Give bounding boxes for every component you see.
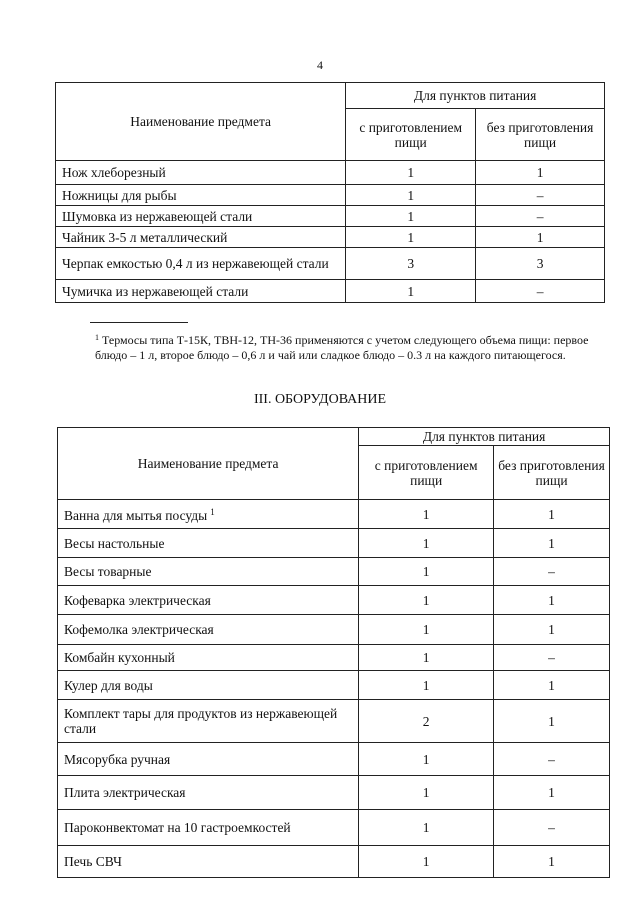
item-name-cell: [58, 700, 359, 743]
without-cooking-qty: 1: [476, 227, 605, 248]
with-cooking-qty: 1: [359, 586, 494, 615]
without-cooking-qty: 1: [476, 161, 605, 185]
equipment-table: [57, 427, 610, 878]
without-cooking-qty: 1: [494, 529, 610, 558]
table-header-row: [56, 83, 605, 109]
item-name-cell: [58, 846, 359, 878]
with-cooking-qty: 1: [359, 558, 494, 586]
without-cooking-qty: 1: [494, 671, 610, 700]
group-column-header: Для пунктов питания: [359, 428, 610, 446]
name-column-header: Наименование предмета: [56, 83, 346, 161]
with-cooking-header: с приготовлением пищи: [346, 109, 476, 161]
table-row: [58, 586, 610, 615]
item-name: Нож хлеборезный: [62, 165, 166, 180]
table-row: [58, 645, 610, 671]
item-name-cell: [58, 558, 359, 586]
item-name: Ножницы для рыбы: [62, 187, 177, 203]
table-row: [56, 248, 605, 280]
name-column-header: Наименование предмета: [58, 428, 359, 500]
without-cooking-qty: 3: [476, 248, 605, 280]
table-row: [58, 529, 610, 558]
table-row: [58, 558, 610, 586]
with-cooking-qty: 1: [346, 227, 476, 248]
item-name-cell: [58, 645, 359, 671]
item-name: Пароконвектомат на 10 гастроемкостей: [64, 820, 291, 835]
table-row: [56, 161, 605, 185]
table-row: [56, 206, 605, 227]
group-column-header: Для пунктов питания: [346, 83, 605, 109]
without-cooking-qty: –: [494, 558, 610, 586]
with-cooking-qty: 1: [359, 529, 494, 558]
footnote-text: Термосы типа Т-15К, ТВН-12, ТН-36 применяются с учетом следующего объема пищи: первое блюдо – 1 л, второе блюдо – 0,6 л и чай или сладкое блюдо – 0.3 л на каждого питающегося.: [95, 333, 589, 362]
item-name-cell: [58, 671, 359, 700]
item-name-cell: [58, 500, 359, 529]
with-cooking-qty: 1: [359, 645, 494, 671]
with-cooking-qty: 1: [359, 846, 494, 878]
without-cooking-qty: 1: [494, 500, 610, 529]
item-name: Ванна для мытья посуды: [64, 508, 208, 523]
table-row: [56, 280, 605, 303]
item-name: Плита электрическая: [64, 785, 186, 800]
without-cooking-qty: 1: [494, 700, 610, 743]
with-cooking-qty: 1: [359, 500, 494, 529]
item-name-cell: [58, 586, 359, 615]
item-name-cell: [58, 615, 359, 645]
table-header-row: [58, 428, 610, 446]
item-name: Шумовка из нержавеющей стали: [62, 208, 253, 224]
table-row: [58, 700, 610, 743]
item-name-cell: [58, 810, 359, 846]
page-number: 4: [317, 58, 323, 72]
item-name: Чумичка из нержавеющей стали: [62, 283, 249, 299]
item-name-cell: [56, 161, 346, 185]
without-cooking-header: без приготовления пищи: [494, 446, 610, 500]
with-cooking-qty: 1: [346, 280, 476, 303]
item-name: Кофемолка электрическая: [64, 622, 214, 637]
with-cooking-qty: 1: [359, 743, 494, 776]
item-name: Кофеварка электрическая: [64, 592, 211, 608]
table-row: [58, 743, 610, 776]
item-name: Мясорубка ручная: [64, 751, 171, 767]
without-cooking-qty: 1: [494, 776, 610, 810]
with-cooking-qty: 1: [346, 206, 476, 227]
table-row: [58, 615, 610, 645]
item-name-cell: [56, 280, 346, 303]
without-cooking-qty: –: [476, 280, 605, 303]
utensils-table: [55, 82, 605, 303]
footnote: [95, 330, 605, 363]
table-row: [58, 776, 610, 810]
footnote-reference: 1: [210, 507, 215, 517]
with-cooking-header: с приготовлением пищи: [359, 446, 494, 500]
with-cooking-qty: 1: [346, 161, 476, 185]
without-cooking-qty: –: [494, 645, 610, 671]
table-row: [56, 185, 605, 206]
with-cooking-qty: 1: [359, 776, 494, 810]
item-name-cell: [56, 206, 346, 227]
with-cooking-qty: 3: [346, 248, 476, 280]
with-cooking-qty: 1: [359, 671, 494, 700]
item-name-cell: [56, 248, 346, 280]
item-name-cell: [58, 529, 359, 558]
table-row: [58, 846, 610, 878]
footnote-mark: 1: [95, 333, 99, 342]
without-cooking-qty: –: [494, 810, 610, 846]
without-cooking-qty: 1: [494, 586, 610, 615]
section-title: III. ОБОРУДОВАНИЕ: [253, 392, 387, 407]
item-name-cell: [58, 776, 359, 810]
with-cooking-qty: 1: [346, 185, 476, 206]
without-cooking-qty: –: [494, 743, 610, 776]
with-cooking-qty: 2: [359, 700, 494, 743]
footnote-rule: [90, 322, 188, 323]
table-row: [58, 810, 610, 846]
without-cooking-qty: 1: [494, 846, 610, 878]
table-row: [58, 500, 610, 529]
item-name: Комплект тары для продуктов из нержавеющей стали: [64, 706, 338, 736]
item-name: Комбайн кухонный: [64, 650, 175, 665]
with-cooking-qty: 1: [359, 615, 494, 645]
table-row: [56, 227, 605, 248]
without-cooking-header: без приготовления пищи: [476, 109, 605, 161]
table-row: [58, 671, 610, 700]
item-name: Кулер для воды: [64, 677, 153, 693]
item-name: Весы настольные: [64, 535, 165, 551]
without-cooking-qty: 1: [494, 615, 610, 645]
item-name-cell: [56, 227, 346, 248]
without-cooking-qty: –: [476, 185, 605, 206]
item-name-cell: [58, 743, 359, 776]
item-name-cell: [56, 185, 346, 206]
item-name: Весы товарные: [64, 564, 152, 579]
without-cooking-qty: –: [476, 206, 605, 227]
with-cooking-qty: 1: [359, 810, 494, 846]
item-name: Черпак емкостью 0,4 л из нержавеющей стали: [62, 256, 329, 271]
item-name: Чайник 3-5 л металлический: [62, 229, 228, 245]
item-name: Печь СВЧ: [64, 854, 122, 869]
